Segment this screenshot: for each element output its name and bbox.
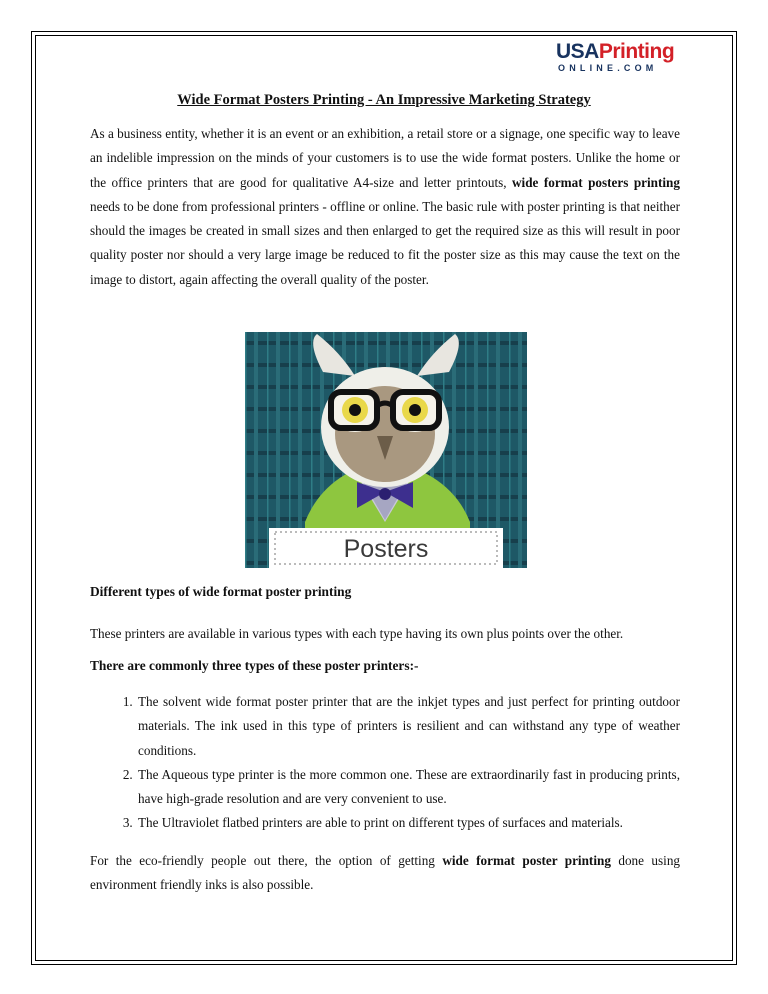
intro-paragraph: As a business entity, whether it is an event or an exhibition, a retail store or a signage, one specific way to leave an indelible impression on the minds of your customers is to use the wide format posters. Unlike the home or the office printers that are good for qualitative A4-size and letter printouts, wide format posters printing needs to be done from professional printers - offline or online. The basic rule with poster printing is that neither should the images be created in small sizes and then enlarged to get the required size as this will result in poor quality poster nor should a very large image be reduced to fit the poster size as this may cause the text on the image to distort, again affecting the overall quality of the poster.: [90, 126, 680, 287]
company-logo: [556, 41, 680, 77]
logo-online: ONLINE.COM: [558, 63, 658, 73]
list-heading-wrap: [90, 658, 680, 674]
section-text: These printers are available in various types with each type having its own plus points over the other.: [90, 626, 624, 641]
closing-section: [90, 849, 680, 898]
printer-types-list: [90, 690, 680, 836]
poster-label: Posters: [343, 535, 429, 563]
document-title: Wide Format Posters Printing - An Impressive Marketing Strategy: [177, 92, 591, 108]
list-item: 3. The Ultraviolet flatbed printers are able to print on different types of surfaces and materials.: [136, 811, 680, 835]
section-heading: Different types of wide format poster printing: [90, 584, 352, 599]
types-section: [90, 584, 680, 600]
keyword-link: wide format posters printing: [512, 174, 680, 190]
section-text-wrap: [90, 622, 680, 646]
keyword-link-2: wide format poster printing: [442, 853, 611, 868]
list-item: 1. The solvent wide format poster printer that are the inkjet types and just perfect for printing outdoor materials. The ink used in this type of printers is resilient and can withstand any type of weather conditions.: [136, 690, 680, 763]
intro-section: [90, 122, 680, 292]
logo-usa: USA: [556, 40, 599, 63]
logo-printing: Printing: [598, 40, 675, 63]
closing-paragraph: For the eco-friendly people out there, the option of getting wide format poster printing done using environment friendly inks is also possible.: [90, 853, 681, 893]
owl-poster-image: [245, 332, 527, 568]
list-heading: There are commonly three types of these poster printers:-: [90, 658, 419, 673]
list-item: 2. The Aqueous type printer is the more common one. These are extraordinarily fast in producing prints, have high-grade resolution and are very convenient to use.: [136, 763, 680, 812]
printer-types-list-wrap: [90, 690, 680, 836]
